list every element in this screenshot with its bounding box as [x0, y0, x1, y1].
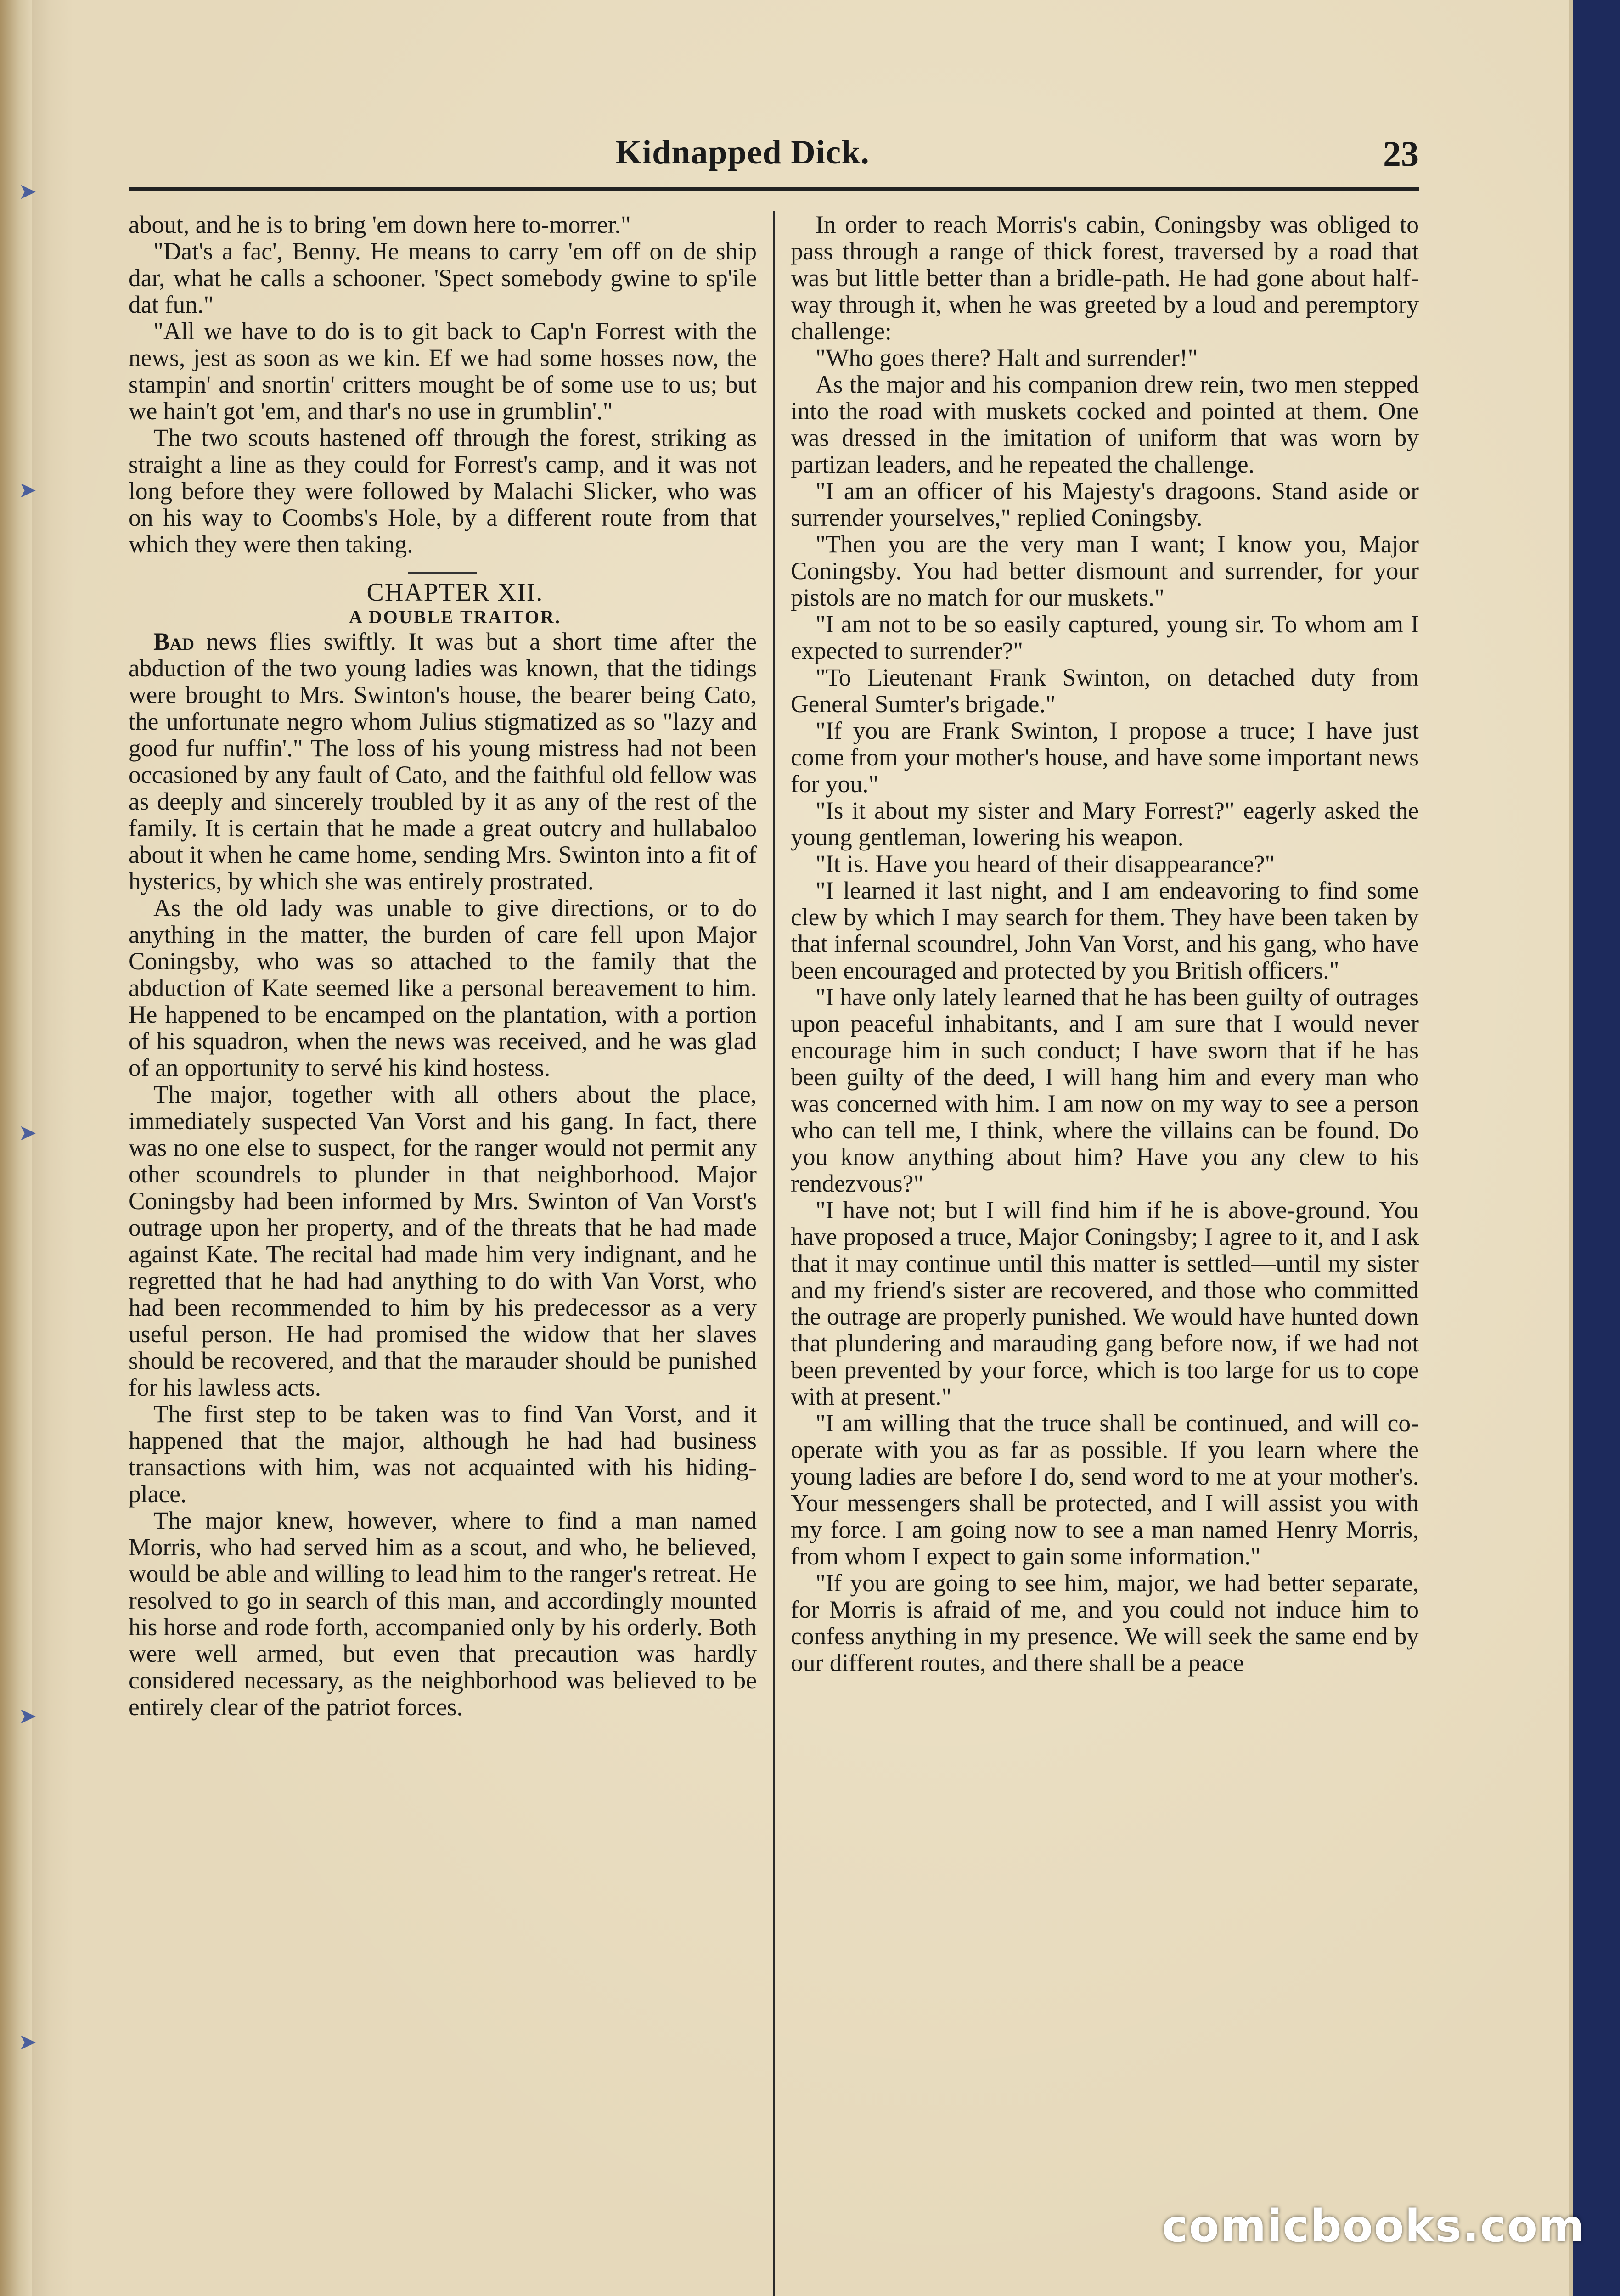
paragraph: The major, together with all others about the place, immediately suspected Van Vorst and his gang. In fact, there was no one else to suspect, for the ranger would not permit any other scoundrels to plunder in that neighborhood. Major Coningsby had been informed by Mrs. Swinton of Van Vorst's outrage upon her property, and of the threats that he had made against Kate. The recital had made him very indignant, and he regretted that he had had anything to do with Van Vorst, who had been recommended to him by his predecessor as a very useful person. He had promised the widow that her slaves should be recovered, and that the marauder should be punished for his lawless acts.	[129, 1080, 757, 1401]
paragraph: "All we have to do is to git back to Cap'n Forrest with the news, jest as soon as we kin. Ef we had some hosses now, the stampin' and snortin' critters mought be of some use to us; but we hain't got 'em, and thar's no use in grumblin'."	[129, 317, 757, 425]
binding-stitch-icon: ➤	[18, 478, 37, 502]
paragraph: As the old lady was unable to give directions, or to do anything in the matter, the burden of care fell upon Major Coningsby, who was so attached to the family that the abduction of Kate seemed like a personal bereavement to him. He happened to be encamped on the plantation, with a portion of his squadron, when the news was received, and he was glad of an opportunity to servé his kind hostess.	[129, 894, 757, 1081]
opening-text: news flies swiftly. It was but a short time after the abduction of the two young ladies was known, that the tidings were brought to Mrs. Swinton's house, the bearer being Cato, the unfortunate negro whom Julius stigmatized as so "lazy and good fur nuffin'." The loss of his young mistress had not been occasioned by any fault of Cato, and the faithful old fellow was as deeply and sincerely troubled by it as any of the rest of the family. It is certain that he made a great outcry and hullabaloo about it when he came home, sending Mrs. Swinton into a fit of hysterics, by which she was entirely prostrated.	[129, 628, 757, 895]
paragraph: about, and he is to bring 'em down here to-morrer."	[129, 211, 631, 238]
binding-stitch-icon: ➤	[18, 1704, 37, 1728]
left-column	[129, 211, 757, 1720]
column-divider	[773, 211, 775, 2296]
paragraph: "I have not; but I will find him if he is above-ground. You have proposed a truce, Major Coningsby; I agree to it, and I ask that it may continue until this matter is settled—until my sister and my friend's sister are recovered, and those who committed the outrage are properly punished. We would have hunted down that plundering and marauding gang before now, if we had not been prevented by your force, which is too large for us to cope with at present."	[791, 1196, 1419, 1410]
paragraph: In order to reach Morris's cabin, Coningsby was obliged to pass through a range of thick forest, traversed by a road that was but little better than a bridle-path. He had gone about half-way through it, when he was greeted by a loud and peremptory challenge:	[791, 211, 1419, 345]
binding-stitch-icon: ➤	[18, 2030, 37, 2054]
chapter-heading: CHAPTER XII.	[366, 578, 544, 607]
paragraph: "Then you are the very man I want; I know you, Major Coningsby. You had better dismount and surrender, for your pistols are no match for our muskets."	[791, 530, 1419, 611]
paragraph: "Who goes there? Halt and surrender!"	[816, 344, 1198, 371]
paragraph: "I learned it last night, and I am endeavoring to find some clew by which I may search for them. They have been taken by that infernal scoundrel, John Van Vorst, and his gang, who have been encouraged and protected by you British officers."	[791, 877, 1419, 984]
page-number: 23	[1383, 134, 1419, 174]
chapter-opening-paragraph	[129, 628, 757, 895]
paragraph: The first step to be taken was to find Van Vorst, and it happened that the major, although he had had business transactions with him, was not acquainted with his hiding-place.	[129, 1400, 757, 1508]
chapter-rule	[408, 572, 477, 574]
binding-stitch-icon: ➤	[18, 180, 37, 204]
paragraph: "To Lieutenant Frank Swinton, on detached duty from General Sumter's brigade."	[791, 664, 1419, 718]
binding-stitch-icon: ➤	[18, 1121, 37, 1145]
right-column	[791, 211, 1419, 1676]
paragraph: "Is it about my sister and Mary Forrest?" eagerly asked the young gentleman, lowering his weapon.	[791, 797, 1419, 851]
paragraph: The two scouts hastened off through the forest, striking as straight a line as they could for Forrest's camp, and it was not long before they were followed by Malachi Slicker, who was on his way to Coombs's Hole, by a different route from that which they were then taking.	[129, 424, 757, 558]
paragraph: "I have only lately learned that he has been guilty of outrages upon peaceful inhabitants, and I am sure that I would never encourage him in such conduct; I have sworn that if he has been guilty of the deed, I will hang him and every man who was concerned with him. I am now on my way to see a person who can tell me, I think, where the villains can be found. Do you know anything about him? Have you any clew to his rendezvous?"	[791, 983, 1419, 1197]
running-head	[129, 133, 1419, 174]
running-title: Kidnapped Dick.	[615, 134, 870, 171]
paragraph: As the major and his companion drew rein, two men stepped into the road with muskets cocked and pointed at them. One was dressed in the imitation of uniform that was worn by partizan leaders, and he repeated the challenge.	[791, 371, 1419, 478]
paragraph: "If you are Frank Swinton, I propose a truce; I have just come from your mother's house, and have some important news for you."	[791, 717, 1419, 798]
paragraph: "I am willing that the truce shall be continued, and will co-operate with you as far as possible. If you learn where the young ladies are before I do, send word to me at your mother's. Your messengers shall be protected, and I will assist you with my force. I am going now to see a man named Henry Morris, from whom I expect to gain some information."	[791, 1409, 1419, 1570]
paragraph: The major knew, however, where to find a man named Morris, who had served him as a scout, and who, he believed, would be able and willing to lead him to the ranger's retreat. He resolved to go in search of this man, and accordingly mounted his horse and rode forth, accompanied only by his orderly. Both were well armed, but even that precaution was hardly considered necessary, as the neighborhood was believed to be entirely clear of the patriot forces.	[129, 1507, 757, 1721]
page-binding	[0, 0, 32, 2296]
paragraph: "I am not to be so easily captured, young sir. To whom am I expected to surrender?"	[791, 610, 1419, 664]
paragraph: "If you are going to see him, major, we had better separate, for Morris is afraid of me, and you could not induce him to confess anything in my presence. We will seek the same end by our different routes, and there shall be a peace	[791, 1569, 1419, 1677]
opening-word: Bad	[153, 628, 195, 655]
paragraph: "It is. Have you heard of their disappearance?"	[816, 850, 1275, 878]
header-rule	[129, 187, 1419, 191]
watermark: comicbooks.com	[1162, 2200, 1585, 2252]
paragraph: "I am an officer of his Majesty's dragoons. Stand aside or surrender yourselves," replied Coningsby.	[791, 477, 1419, 531]
paragraph: "Dat's a fac', Benny. He means to carry 'em off on de ship dar, what he calls a schooner. 'Spect somebody gwine to sp'ile dat fun."	[129, 237, 757, 318]
chapter-title: A DOUBLE TRAITOR.	[349, 607, 561, 627]
